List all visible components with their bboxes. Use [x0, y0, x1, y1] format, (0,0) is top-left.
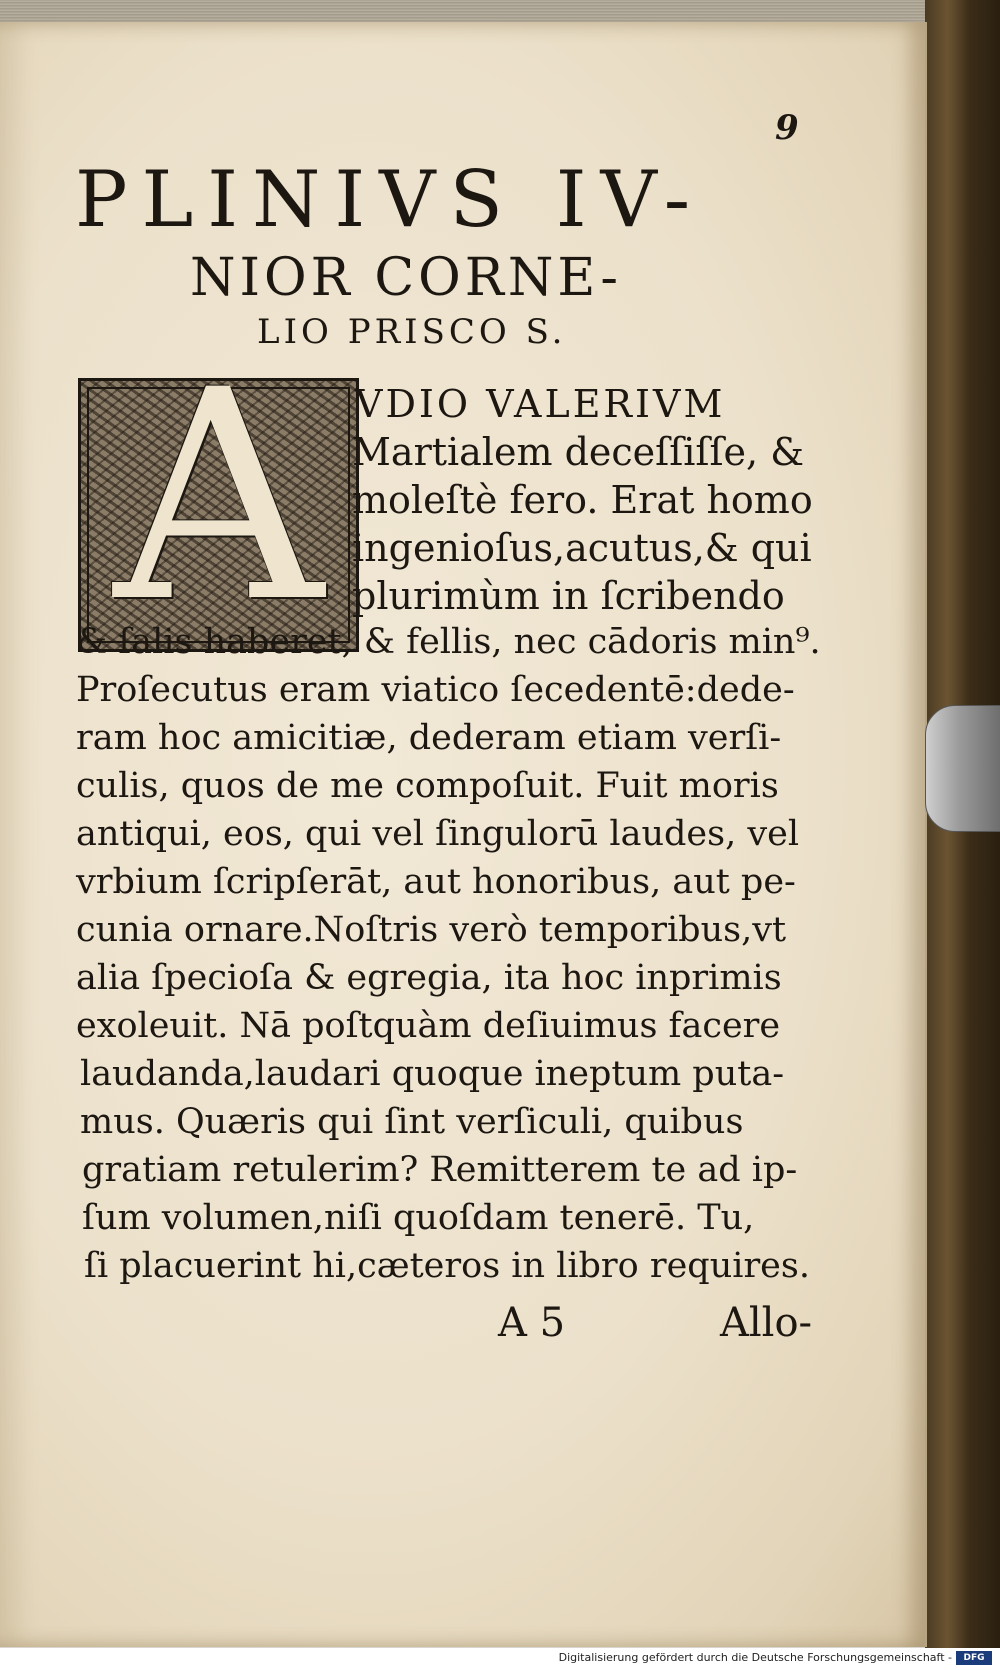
signature-mark: A 5	[498, 1300, 566, 1346]
body-line: alia ſpecioſa & egregia, ita hoc inprimis	[76, 958, 782, 998]
body-line: & ſalis haberet, & fellis, nec cādoris min⁹.	[76, 622, 821, 662]
page-number: 9	[775, 108, 799, 148]
decorated-initial	[78, 378, 359, 652]
body-line: ingenioſus,acutus,& qui	[352, 526, 812, 570]
body-line: vrbium ſcripſerāt, aut honoribus, aut pe-	[76, 862, 796, 902]
body-line: plurimùm in ſcribendo	[352, 574, 785, 618]
body-line: Proſecutus eram viatico ſecedentē:dede-	[76, 670, 795, 710]
heading-line-2: NIOR CORNE-	[190, 248, 622, 308]
catchword: Allo-	[720, 1300, 813, 1346]
body-line: gratiam retulerim? Remitterem te ad ip-	[82, 1150, 798, 1190]
body-line: cunia ornare.Noſtris verò temporibus,vt	[76, 910, 787, 950]
page-clip	[925, 705, 1000, 832]
initial-letter: A	[113, 378, 324, 652]
body-line: moleſtè fero. Erat homo	[352, 478, 813, 522]
dfg-logo: DFG	[956, 1651, 992, 1665]
body-line: VDIO VALERIVM	[355, 382, 726, 426]
body-line: antiqui, eos, qui vel ſingulorū laudes, vel	[76, 814, 800, 854]
body-line: culis, quos de me compoſuit. Fuit moris	[76, 766, 779, 806]
heading-line-1: PLINIVS IV-	[75, 155, 705, 245]
body-line: exoleuit. Nā poſtquàm deſiuimus facere	[76, 1006, 781, 1046]
body-line: laudanda,laudari quoque ineptum puta-	[80, 1054, 785, 1094]
body-line: mus. Quæris qui ſint verſiculi, quibus	[80, 1102, 744, 1142]
heading-line-3: LIO PRISCO S.	[257, 312, 567, 352]
digitization-credit: Digitalisierung gefördert durch die Deutsche Forschungsgemeinschaft -	[558, 1651, 952, 1664]
body-line: Martialem deceſſiſſe, &	[352, 430, 805, 474]
body-line: ſum volumen,niſi quoſdam tenerē. Tu,	[82, 1198, 755, 1238]
body-line: ram hoc amicitiæ, dederam etiam verſi-	[76, 718, 782, 758]
body-line: ſi placuerint hi,cæteros in libro requires.	[84, 1246, 810, 1286]
